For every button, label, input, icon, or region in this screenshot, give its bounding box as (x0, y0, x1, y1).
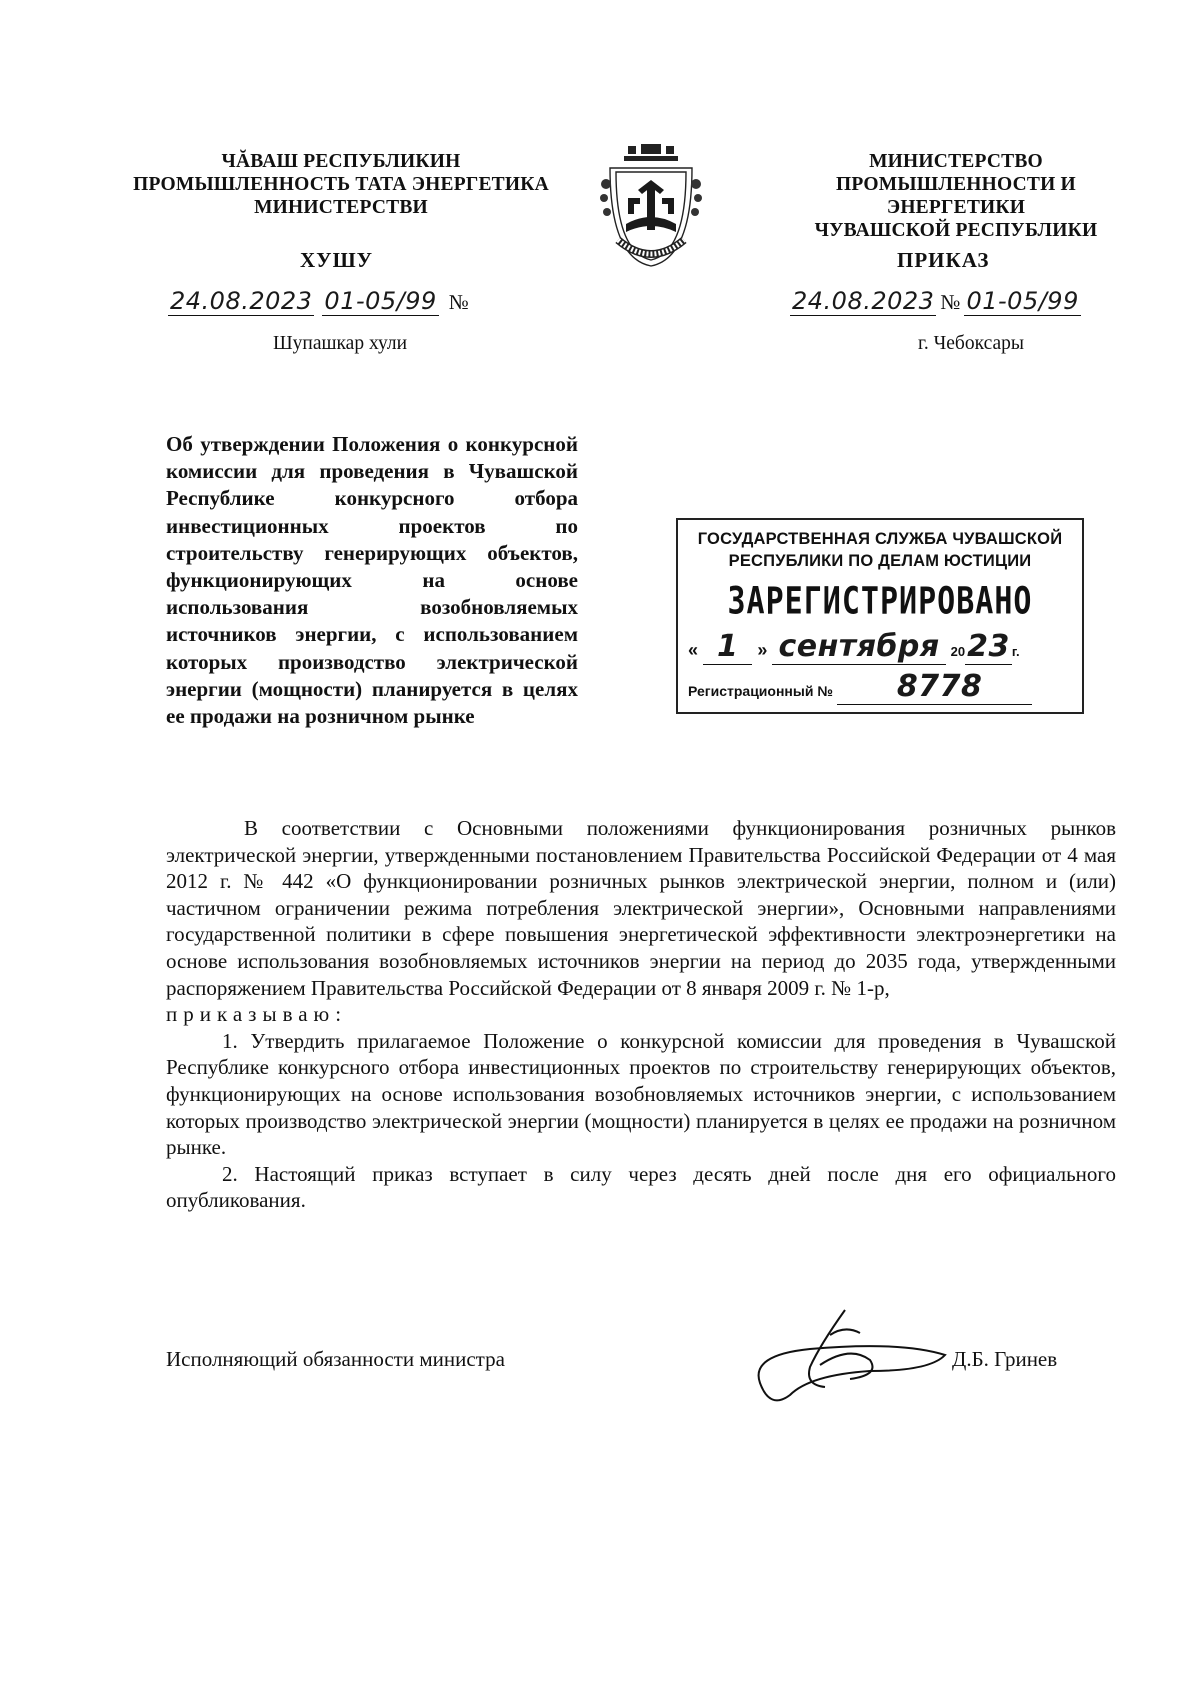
stamp-quote-open: « (688, 640, 699, 660)
stamp-year-unit: г. (1011, 644, 1020, 659)
stamp-quote-close: » (757, 640, 768, 660)
body-item-1: 1. Утвердить прилагаемое Положение о конкурсной комиссии для проведения в Чувашской Республике конкурсного отбора инвестиционных проектов по строительству генерирующих объектов, функционирующих на основе использования возобновляемых источников энергии, с использованием которых производство электрической энергии (мощности) планируется в целях ее продажи на розничном рынке. (166, 1028, 1116, 1160)
chuvash-coat-of-arms-icon (598, 140, 704, 270)
right-header-line2: ПРОМЫШЛЕННОСТИ И ЭНЕРГЕТИКИ (836, 174, 1076, 218)
order-body (166, 815, 1116, 1214)
stamp-year-prefix: 20 (950, 644, 966, 659)
stamp-reg-row (688, 669, 1072, 705)
body-preamble: В соответствии с Основными положениями функционирования розничных рынков электрической энергии, утвержденными постановлением Правительства Российской Федерации от 4 мая 2012 г. № 442 «О функционировании розничных рынков электрической энергии, полном и (или) частичном ограничении режима потребления электрической энергии», Основными направлениями государственной политики в сфере повышения энергетической эффективности электроэнергетики на основе использования возобновляемых источников энергии на период до 2035 года, утвержденными распоряжением Правительства Российской Федерации от 8 января 2009 г. № 1-р, (166, 816, 1116, 1000)
left-number-sign: № (448, 290, 469, 314)
stamp-agency-line2: РЕСПУБЛИКИ ПО ДЕЛАМ ЮСТИЦИИ (728, 552, 1032, 570)
right-city: г. Чебоксары (918, 333, 1024, 354)
left-date-number (168, 287, 508, 316)
right-date-number (790, 287, 1150, 316)
right-header (766, 150, 1146, 242)
registration-stamp (676, 518, 1084, 714)
stamp-date-row (688, 629, 1072, 665)
handwritten-signature (750, 1305, 950, 1415)
stamp-status: ЗАРЕГИСТРИРОВАНО (727, 579, 1033, 624)
right-doc-type: ПРИКАЗ (897, 248, 990, 272)
right-number-sign: № (940, 290, 961, 314)
stamp-year-suffix: 23 (967, 629, 1010, 664)
stamp-agency-line1: ГОСУДАРСТВЕННАЯ СЛУЖБА ЧУВАШСКОЙ (697, 530, 1063, 548)
stamp-reg-label: Регистрационный № (688, 683, 833, 699)
right-date: 24.08.2023 (792, 287, 935, 315)
left-city: Шупашкар хули (272, 333, 408, 354)
left-header (118, 150, 564, 219)
right-header-line3: ЧУВАШСКОЙ РЕСПУБЛИКИ (814, 220, 1098, 241)
stamp-reg-number: 8778 (837, 669, 1033, 705)
order-subject: Об утверждении Положения о конкурсной комиссии для проведения в Чувашской Республике конкурсного отбора инвестиционных проектов по строительству генерирующих объектов, функционирующих на основе использования возобновляемых источников энергии, с использованием которых производство электрической энергии (мощности) планируется в целях ее продажи на розничном рынке (166, 432, 578, 729)
right-header-line1: МИНИСТЕРСТВО (869, 151, 1043, 172)
left-header-line3: МИНИСТЕРСТВИ (254, 197, 428, 218)
stamp-month: сентября (772, 629, 945, 665)
left-doc-type: ХУШУ (300, 248, 374, 272)
signature-name: Д.Б. Гринев (952, 1347, 1058, 1371)
left-date: 24.08.2023 (170, 287, 313, 315)
stamp-day: 1 (703, 629, 752, 665)
body-item-2: 2. Настоящий приказ вступает в силу через десять дней после дня его официального опубликования. (166, 1161, 1116, 1213)
body-order-word: приказываю: (166, 1002, 348, 1027)
left-number: 01-05/99 (324, 287, 437, 315)
signature-position: Исполняющий обязанности министра (166, 1347, 505, 1371)
left-header-line2: ПРОМЫШЛЕННОСТЬ ТАТА ЭНЕРГЕТИКА (133, 174, 549, 195)
right-number: 01-05/99 (966, 287, 1079, 315)
left-header-line1: ЧĂВАШ РЕСПУБЛИКИН (221, 151, 461, 172)
